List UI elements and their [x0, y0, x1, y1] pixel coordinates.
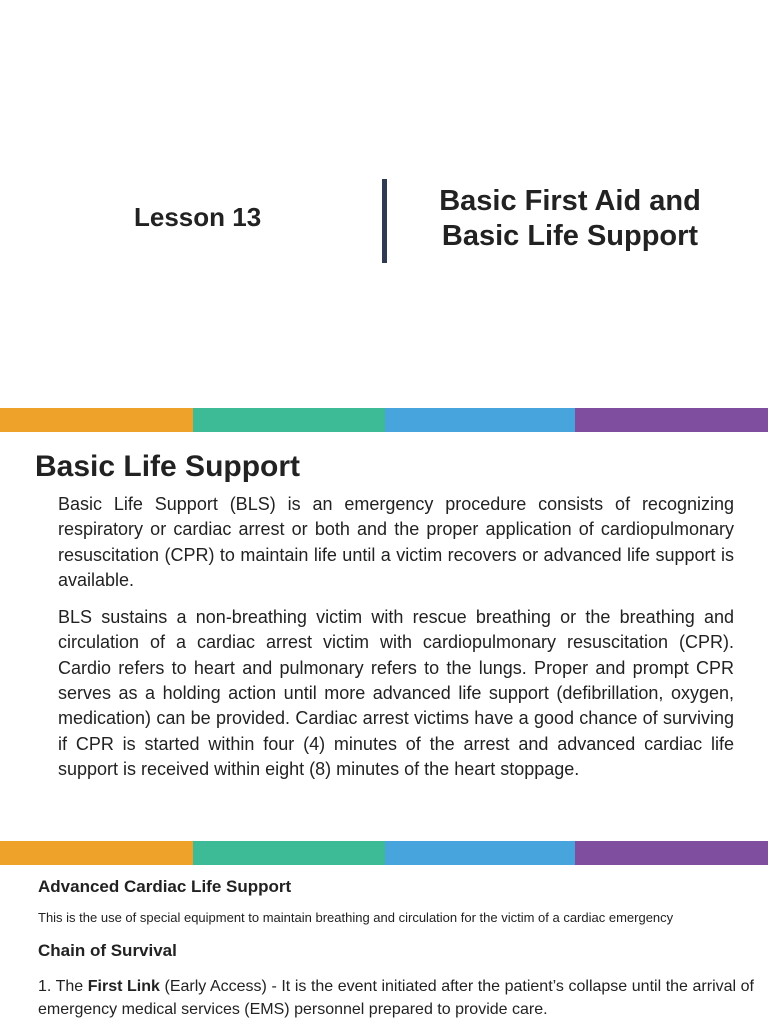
- title-slide: [0, 0, 768, 408]
- presentation-title: [400, 184, 740, 254]
- bls-paragraph-1: Basic Life Support (BLS) is an emergency procedure consists of recognizing respiratory or cardiac arrest or both and the proper application of cardiopulmonary resuscitation (CPR) to maintain life until a victim recovers or advanced life support is available.: [58, 494, 734, 590]
- chain-of-survival-heading: Chain of Survival: [38, 941, 177, 960]
- slide-body: [58, 492, 734, 794]
- first-link-text: (Early Access) - It is the event initiated after the patient’s collapse until the arrival of emergency medical services (EMS) personnel prepared to provide care.: [38, 978, 754, 1018]
- color-band: [0, 408, 768, 432]
- bls-slide: [0, 432, 768, 841]
- color-band-purple: [575, 408, 768, 432]
- first-link-term: First Link: [87, 978, 160, 995]
- color-band-orange: [0, 841, 193, 865]
- first-link-item: [38, 975, 754, 1021]
- color-band-purple: [575, 841, 768, 865]
- acls-description: This is the use of special equipment to maintain breathing and circulation for the victim of a cardiac emergency: [38, 910, 674, 925]
- lesson-number: Lesson 13: [134, 202, 262, 232]
- first-link-prefix: 1. The: [38, 978, 88, 995]
- title-line-2: Basic Life Support: [441, 220, 699, 252]
- slide-heading: Basic Life Support: [35, 450, 301, 483]
- bls-paragraph-2: BLS sustains a non-breathing victim with rescue breathing or the breathing and circulation of a cardiac arrest victim with cardiopulmonary resuscitation (CPR). Cardio refers to heart and pulmonary refers to the lungs. Proper and prompt CPR serves as a holding action until more advanced life support (defibrillation, oxygen, medication) can be provided. Cardiac arrest victims have a good chance of surviving if CPR is started within four (4) minutes of the arrest and advanced cardiac life support is received within eight (8) minutes of the heart stoppage.: [58, 607, 734, 779]
- slide-heading: Advanced Cardiac Life Support: [38, 877, 292, 896]
- color-band-blue: [385, 841, 575, 865]
- color-band-green: [193, 408, 385, 432]
- title-divider: [382, 179, 387, 263]
- color-band-blue: [385, 408, 575, 432]
- color-band-green: [193, 841, 385, 865]
- color-band-orange: [0, 408, 193, 432]
- acls-slide: [0, 865, 768, 1024]
- color-band: [0, 841, 768, 865]
- title-line-1: Basic First Aid and: [439, 185, 701, 217]
